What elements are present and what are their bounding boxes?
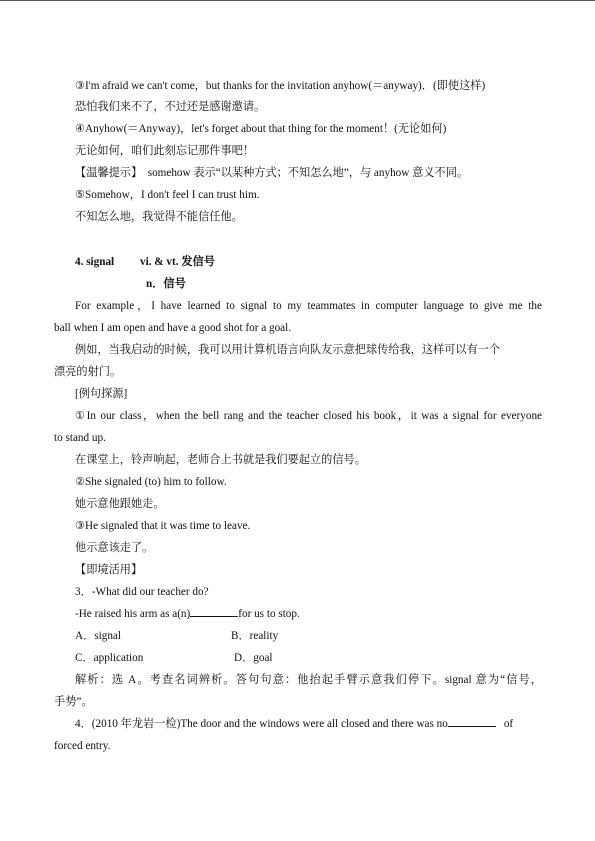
option-d: D．goal xyxy=(234,652,273,664)
option-c: C．application xyxy=(75,652,144,664)
paragraph-2-line-1: 例如，当我启动的时候，我可以用计算机语言向队友示意把球传给我，这样可以有一个 xyxy=(75,344,501,356)
answer-blank xyxy=(190,607,238,617)
heading-signal-noun: n．信号 xyxy=(146,278,186,290)
signal-example-1-line-1: ①In our class，when the bell rang and the teacher closed his book，it was a signal for everyone xyxy=(75,410,542,422)
example-source-heading: [例句探源] xyxy=(75,388,128,400)
option-b: B．reality xyxy=(231,630,279,642)
heading-signal-word: 4. signal xyxy=(75,256,115,268)
answer-blank xyxy=(448,717,496,727)
signal-example-3: ③He signaled that it was time to leave. xyxy=(75,520,251,532)
signal-example-2-translation: 她示意他跟她走。 xyxy=(75,498,165,510)
example-4-translation: 无论如何，咱们此刻忘记那件事吧！ xyxy=(75,145,255,157)
analysis-line-2: 手势”。 xyxy=(54,696,93,708)
signal-example-2: ②She signaled (to) him to follow. xyxy=(75,476,227,488)
heading-signal-verb: vi. & vt. 发信号 xyxy=(140,256,215,268)
practice-heading: 【即境活用】 xyxy=(75,564,143,576)
question-4-post: of xyxy=(503,718,514,730)
question-3-answer-line xyxy=(75,607,300,621)
question-4-line-2: forced entry. xyxy=(54,740,111,752)
question-4-pre: 4．(2010 年龙岩一检)The door and the windows were all closed and there was no xyxy=(75,718,448,730)
question-4-line-1 xyxy=(75,717,513,731)
signal-example-1-translation: 在课堂上，铃声响起，老师合上书就是我们要起立的信号。 xyxy=(75,454,366,466)
signal-example-3-translation: 他示意该走了。 xyxy=(75,542,154,554)
example-5-translation: 不知怎么地，我觉得不能信任他。 xyxy=(75,211,243,223)
question-3: 3．-What did our teacher do? xyxy=(75,586,209,598)
signal-example-1-line-2: to stand up. xyxy=(54,432,106,444)
example-4-anyhow: ④Anyhow(＝Anyway)，let's forget about that thing for the moment！(无论如何) xyxy=(75,123,447,135)
option-a: A．signal xyxy=(75,630,121,642)
example-5-somehow: ⑤Somehow，I don't feel I can trust him. xyxy=(75,189,260,201)
example-3-translation: 恐怕我们来不了，不过还是感谢邀请。 xyxy=(75,101,266,113)
analysis-line-1: 解析：选 A。考查名词辨析。答句句意：他抬起手臂示意我们停下。signal 意为“信号， xyxy=(75,674,542,686)
paragraph-1-line-1: For example，I have learned to signal to my teammates in computer language to give me the xyxy=(75,300,542,312)
example-3-anyhow: ③I'm afraid we can't come，but thanks for the invitation anyhow(＝anyway)．(即使这样) xyxy=(75,80,486,92)
question-3-answer-post: for us to stop. xyxy=(238,608,300,620)
paragraph-2-line-2: 漂亮的射门。 xyxy=(54,366,122,378)
warm-tip: 【温馨提示】 somehow 表示“以某种方式；不知怎么地”，与 anyhow 意义不同。 xyxy=(75,167,469,179)
paragraph-1-line-2: ball when I am open and have a good shot for a goal. xyxy=(54,322,292,334)
question-3-answer-pre: -He raised his arm as a(n) xyxy=(75,608,191,620)
top-rule xyxy=(0,0,595,1)
